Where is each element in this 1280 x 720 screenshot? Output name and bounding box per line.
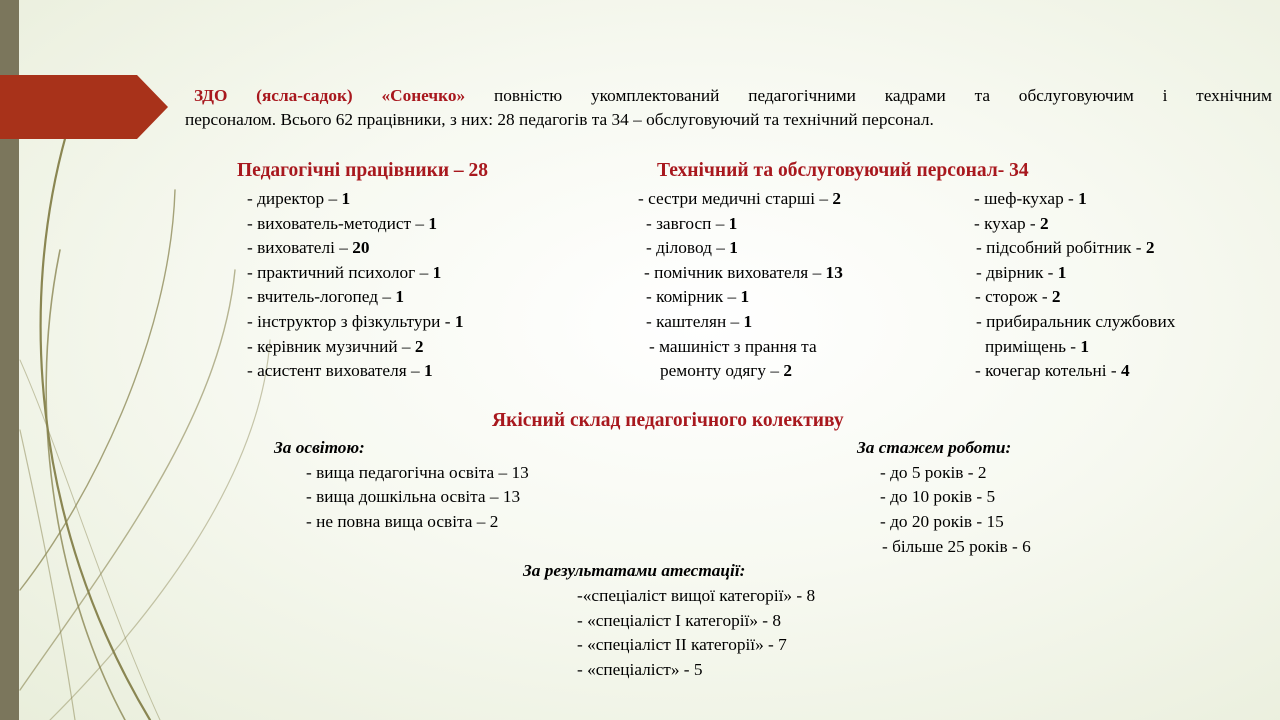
list-item: - не повна вища освіта – 2 — [306, 512, 499, 531]
intro-line-1 — [185, 84, 1272, 108]
intro-line-2: персоналом. Всього 62 працівники, з них: 28 педагогів та 34 – обслуговуючий та технічний персонал. — [185, 110, 934, 129]
list-item: - діловод – 1 — [646, 238, 738, 257]
list-item: - «спеціаліст» - 5 — [577, 660, 703, 679]
list-item: - практичний психолог – 1 — [247, 263, 442, 282]
list-item: - кухар - 2 — [974, 214, 1049, 233]
arrow-tab-decoration — [0, 75, 170, 139]
list-item: - прибиральник службових — [976, 312, 1176, 331]
list-item: - керівник музичний – 2 — [247, 337, 424, 356]
list-item: -«спеціаліст вищої категорії» - 8 — [577, 586, 816, 605]
quality-heading: Якісний склад педагогічного колективу — [492, 410, 844, 431]
list-item: - директор – 1 — [247, 189, 351, 208]
list-item: - шеф-кухар - 1 — [974, 189, 1087, 208]
technical-heading: Технічний та обслуговуючий персонал- 34 — [657, 160, 1029, 181]
list-item: - «спеціаліст І категорії» - 8 — [577, 611, 782, 630]
list-item: - вихователі – 20 — [247, 238, 370, 257]
list-item: - помічник вихователя – 13 — [644, 263, 843, 282]
list-item: - кочегар котельні - 4 — [975, 361, 1130, 380]
list-item: - «спеціаліст ІІ категорії» - 7 — [577, 635, 787, 654]
list-item: - вища дошкільна освіта – 13 — [306, 487, 521, 506]
list-item: - вихователь-методист – 1 — [247, 214, 437, 233]
org-name: ЗДО (ясла-садок) «Сонечко» — [194, 86, 466, 105]
list-item: - каштелян – 1 — [646, 312, 753, 331]
list-item: - інструктор з фізкультури - 1 — [247, 312, 464, 331]
list-item: - асистент вихователя – 1 — [247, 361, 433, 380]
list-item: - до 20 років - 15 — [880, 512, 1004, 531]
list-item: - комірник – 1 — [646, 287, 750, 306]
attestation-title: За результатами атестації: — [523, 561, 746, 580]
list-item: - підсобний робітник - 2 — [976, 238, 1155, 257]
list-item: - завгосп – 1 — [646, 214, 738, 233]
list-item: ремонту одягу – 2 — [660, 361, 792, 380]
list-item: приміщень - 1 — [985, 337, 1090, 356]
education-title: За освітою: — [274, 438, 365, 457]
list-item: - сторож - 2 — [975, 287, 1061, 306]
intro-text-1: повністю укомплектований педагогічними кадрами та обслуговуючим і технічним — [465, 86, 1272, 105]
list-item: - вчитель-логопед – 1 — [247, 287, 404, 306]
intro-paragraph — [185, 84, 1272, 132]
list-item: - до 10 років - 5 — [880, 487, 996, 506]
pedagogical-heading: Педагогічні працівники – 28 — [237, 160, 489, 181]
list-item: - вища педагогічна освіта – 13 — [306, 463, 529, 482]
list-item: - двірник - 1 — [976, 263, 1067, 282]
experience-title: За стажем роботи: — [857, 438, 1012, 457]
list-item: - до 5 років - 2 — [880, 463, 987, 482]
list-item: - більше 25 років - 6 — [882, 537, 1031, 556]
list-item: - сестри медичні старші – 2 — [638, 189, 841, 208]
list-item: - машиніст з прання та — [649, 337, 817, 356]
